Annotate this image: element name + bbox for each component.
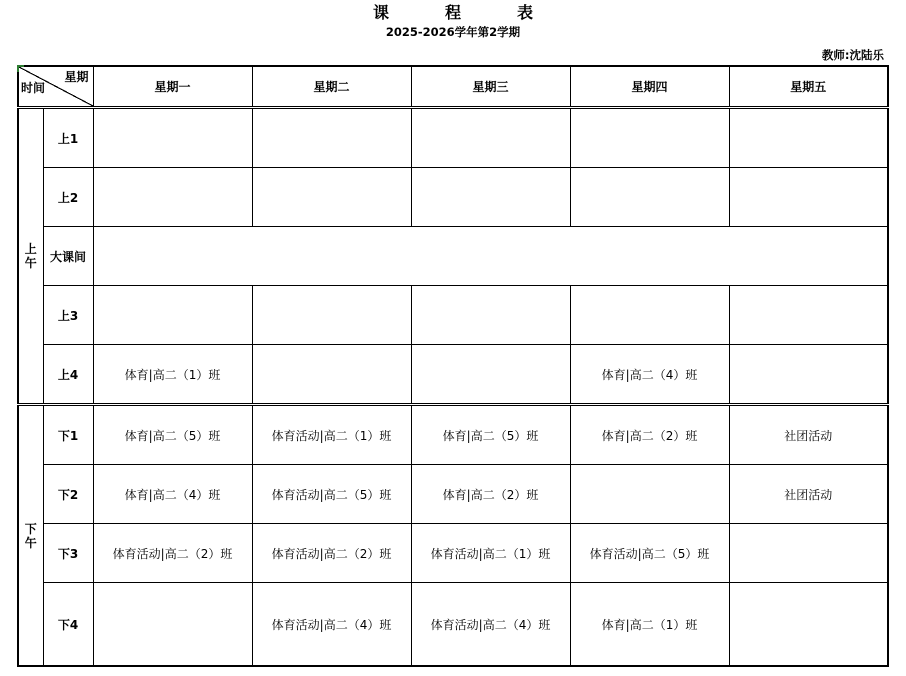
schedule-cell xyxy=(93,286,252,345)
schedule-cell xyxy=(252,345,411,405)
teacher-label: 教师:沈陆乐 xyxy=(821,48,884,62)
schedule-cell: 体育|高二（2）班 xyxy=(411,465,570,524)
break-cell xyxy=(93,227,888,286)
schedule-cell xyxy=(729,286,888,345)
period-label: 上3 xyxy=(43,286,93,345)
schedule-cell: 体育活动|高二（5）班 xyxy=(570,524,729,583)
schedule-cell xyxy=(570,168,729,227)
day-header-tue: 星期二 xyxy=(252,66,411,108)
schedule-cell: 体育|高二（2）班 xyxy=(570,405,729,465)
period-label: 下2 xyxy=(43,465,93,524)
schedule-cell xyxy=(411,286,570,345)
period-label: 上4 xyxy=(43,345,93,405)
schedule-table xyxy=(17,65,889,667)
title-char-3: 表 xyxy=(517,3,534,22)
schedule-cell xyxy=(570,286,729,345)
schedule-cell: 体育活动|高二（2）班 xyxy=(252,524,411,583)
schedule-cell xyxy=(93,583,252,667)
morning-label: 上 午 xyxy=(18,108,43,405)
schedule-cell: 体育活动|高二（1）班 xyxy=(411,524,570,583)
schedule-cell: 体育活动|高二（5）班 xyxy=(252,465,411,524)
schedule-cell xyxy=(93,108,252,168)
period-label: 上2 xyxy=(43,168,93,227)
schedule-cell: 体育|高二（5）班 xyxy=(93,405,252,465)
schedule-cell xyxy=(93,168,252,227)
schedule-cell: 体育|高二（4）班 xyxy=(570,345,729,405)
schedule-cell: 社团活动 xyxy=(729,465,888,524)
schedule-cell: 体育|高二（5）班 xyxy=(411,405,570,465)
schedule-cell xyxy=(729,108,888,168)
period-label: 下4 xyxy=(43,583,93,667)
title-char-2: 程 xyxy=(444,3,461,22)
corner-header xyxy=(18,66,93,108)
schedule-cell: 体育|高二（1）班 xyxy=(93,345,252,405)
corner-time-label: 时间 xyxy=(21,81,46,95)
schedule-cell: 体育|高二（4）班 xyxy=(93,465,252,524)
schedule-cell xyxy=(411,108,570,168)
schedule-cell xyxy=(570,465,729,524)
schedule-cell: 体育活动|高二（1）班 xyxy=(252,405,411,465)
corner-weekday-label: 星期 xyxy=(64,70,89,84)
schedule-cell: 社团活动 xyxy=(729,405,888,465)
semester-subtitle: 2025-2026学年第2学期 xyxy=(385,25,521,39)
cell-selection-mark xyxy=(17,65,24,72)
afternoon-label: 下 午 xyxy=(18,405,43,667)
schedule-cell xyxy=(411,345,570,405)
schedule-cell xyxy=(570,108,729,168)
schedule-cell xyxy=(252,286,411,345)
schedule-cell xyxy=(729,524,888,583)
day-header-fri: 星期五 xyxy=(729,66,888,108)
schedule-cell: 体育活动|高二（4）班 xyxy=(411,583,570,667)
day-header-wed: 星期三 xyxy=(411,66,570,108)
schedule-cell xyxy=(729,583,888,667)
schedule-cell xyxy=(252,108,411,168)
period-label: 下3 xyxy=(43,524,93,583)
day-header-thu: 星期四 xyxy=(570,66,729,108)
break-label: 大课间 xyxy=(43,227,93,286)
day-header-mon: 星期一 xyxy=(93,66,252,108)
schedule-cell xyxy=(411,168,570,227)
schedule-cell: 体育活动|高二（4）班 xyxy=(252,583,411,667)
page-title xyxy=(0,0,906,23)
schedule-cell: 体育|高二（1）班 xyxy=(570,583,729,667)
period-label: 上1 xyxy=(43,108,93,168)
schedule-cell: 体育活动|高二（2）班 xyxy=(93,524,252,583)
schedule-cell xyxy=(252,168,411,227)
title-char-1: 课 xyxy=(372,3,389,22)
period-label: 下1 xyxy=(43,405,93,465)
schedule-cell xyxy=(729,168,888,227)
schedule-cell xyxy=(729,345,888,405)
